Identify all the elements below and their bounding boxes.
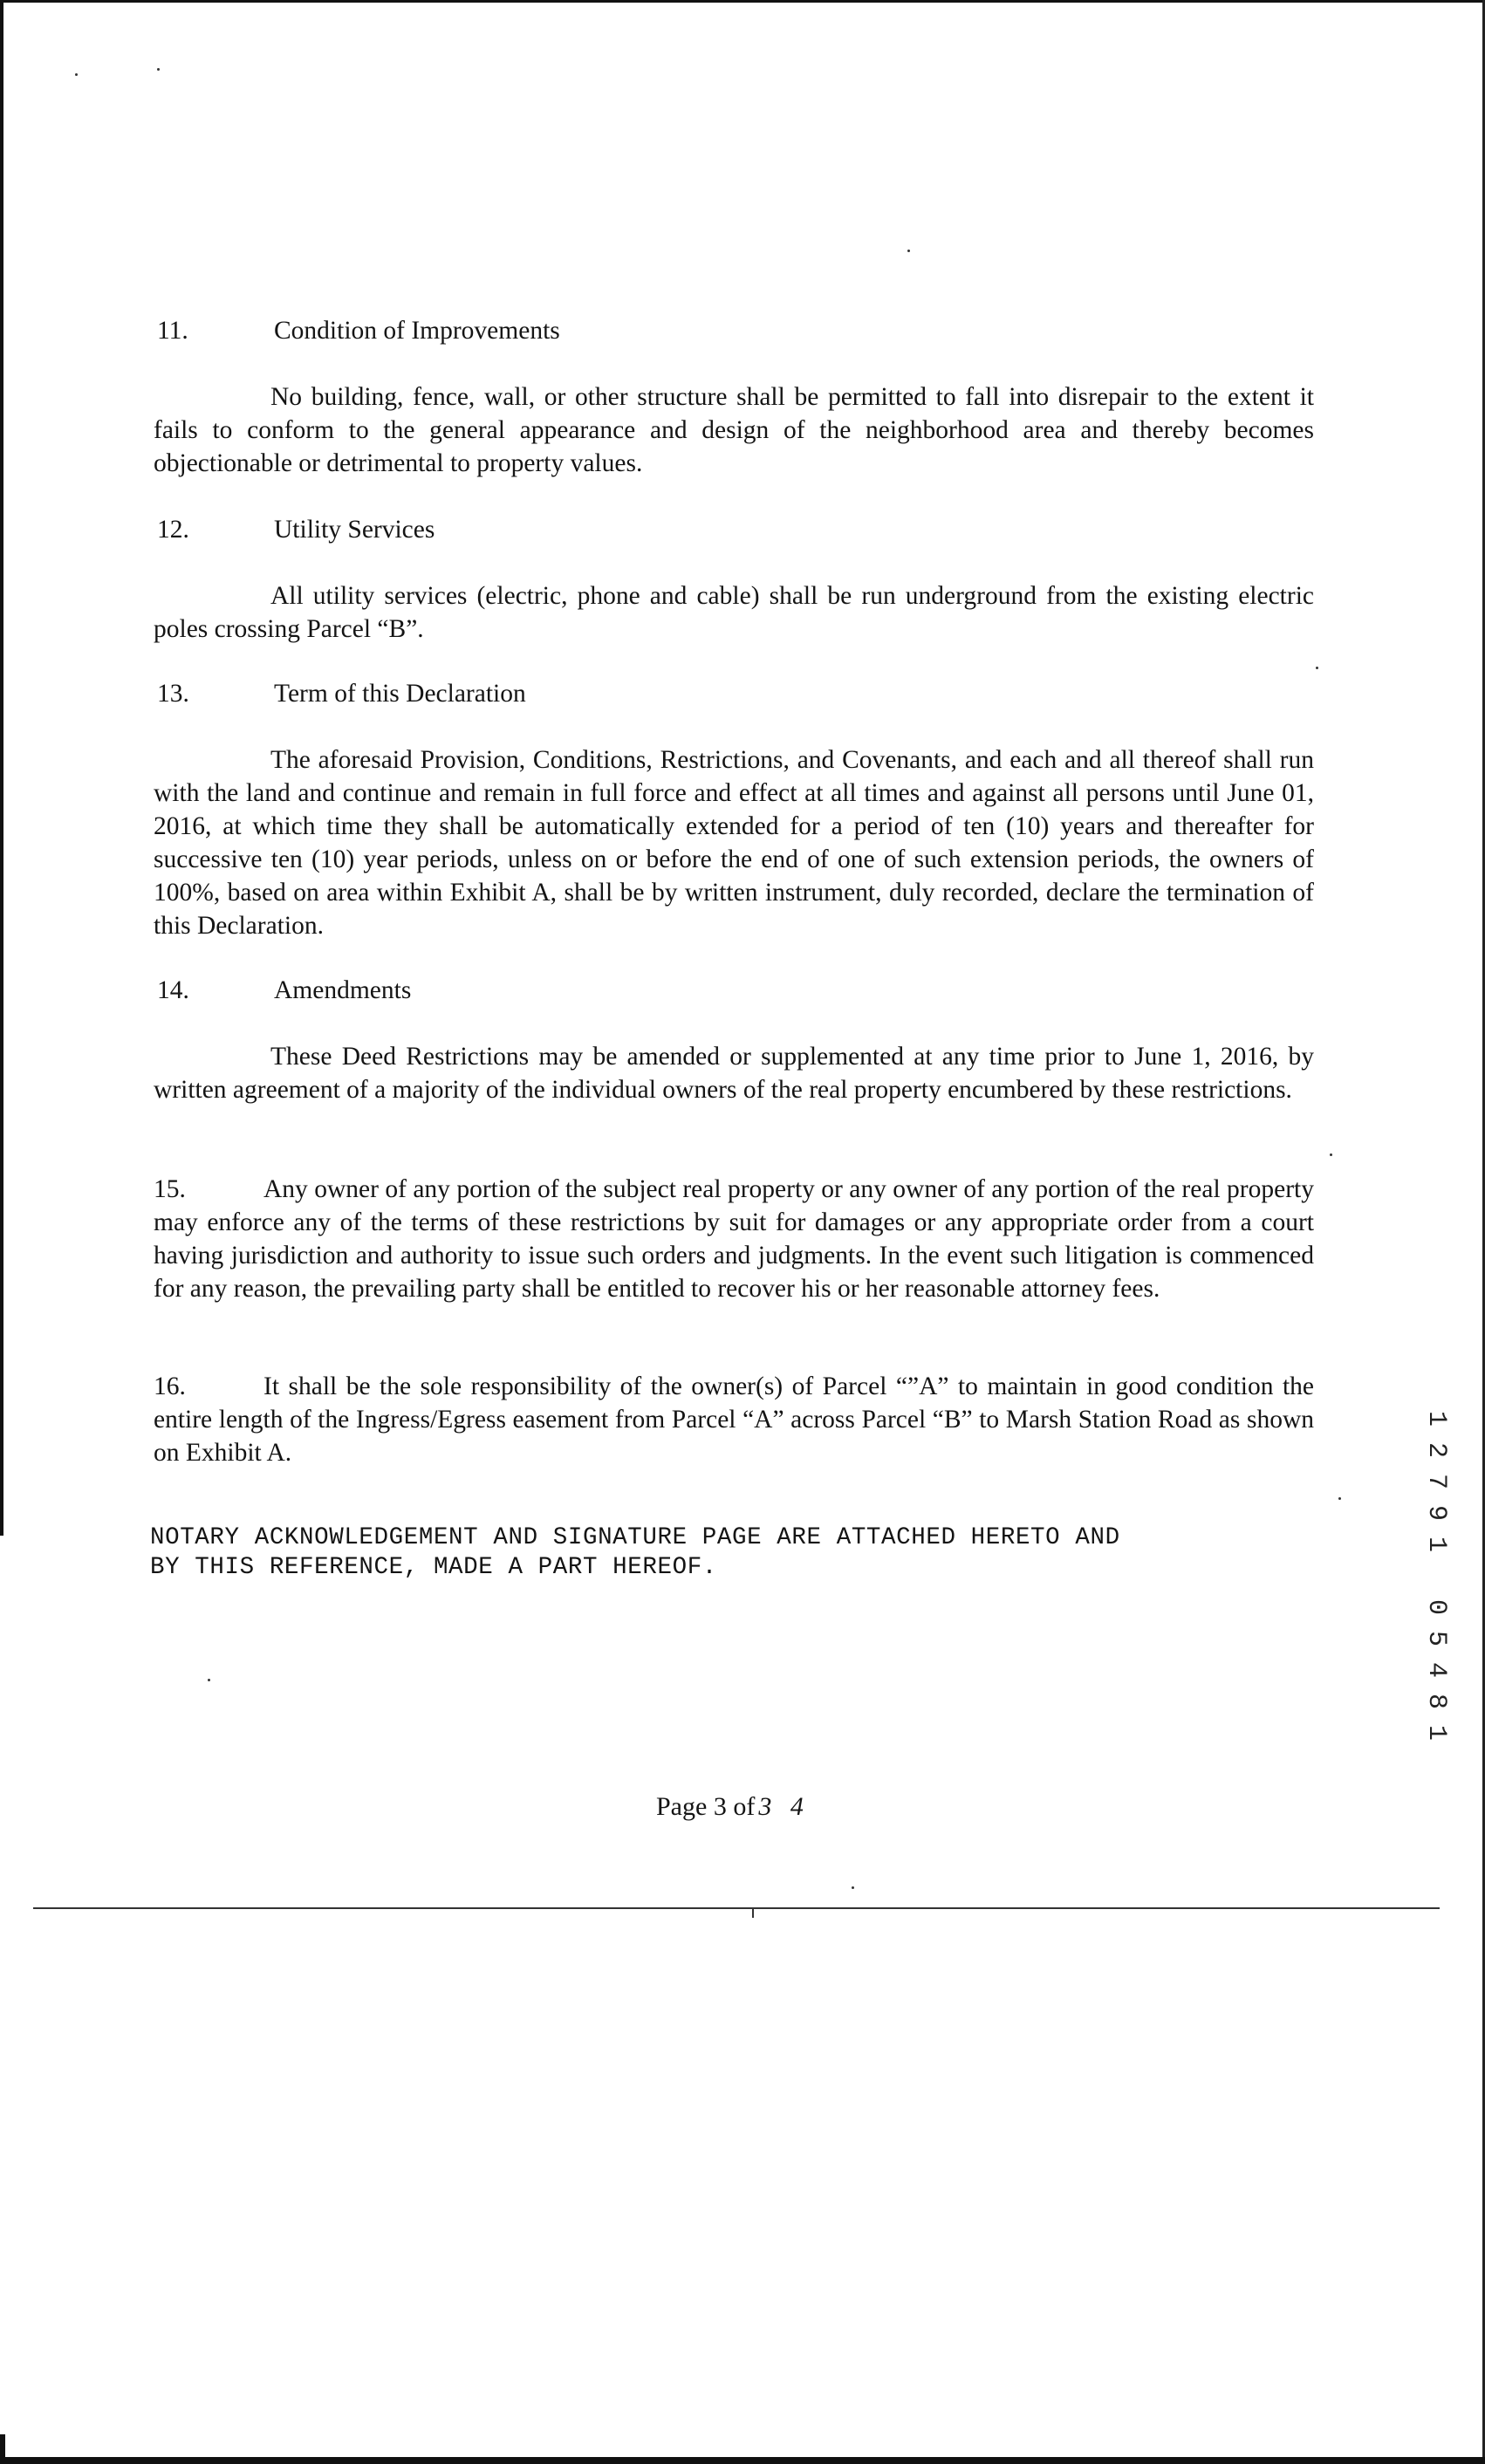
section-title: Term of this Declaration [274, 680, 526, 708]
stamp-digit: 0 [1421, 1598, 1451, 1615]
stamp-digit: 1 [1421, 1536, 1451, 1552]
section-body: The aforesaid Provision, Conditions, Restrictions, and Covenants, and each and all thereof shall run with the land and continue and remain in full force and effect at all times and against all persons until June 01, 2016, at which time they shall be automatically extended for a period of ten (10) years and thereafter for successive ten (10) year periods, unless on or before the end of one of such extension periods, the owners of 100%, based on area within Exhibit A, shall be by written instrument, duly recorded, declare the termination of this Declaration. [154, 746, 1314, 940]
scan-speck [157, 68, 160, 71]
notary-line: NOTARY ACKNOWLEDGEMENT AND SIGNATURE PAGE ARE ATTACHED HERETO AND [150, 1524, 1120, 1551]
notary-statement [150, 1523, 1284, 1583]
section-title: Condition of Improvements [274, 317, 560, 345]
numbered-paragraph [154, 1173, 1314, 1305]
scan-speck [1316, 667, 1318, 669]
scan-border-left-low [0, 2434, 5, 2464]
section-body: These Deed Restrictions may be amended or supplemented at any time prior to June 1, 2016, by written agreement of a majority of the individual owners of the real property encumbered by these restrictions. [154, 1043, 1314, 1104]
scan-speck [75, 73, 78, 76]
scan-speck [1330, 1153, 1332, 1156]
stamp-digit: 9 [1421, 1504, 1451, 1521]
paragraph-number: 15. [154, 1175, 186, 1203]
scan-border-left [0, 0, 3, 1536]
page-divider-tick [752, 1907, 754, 1918]
stamp-digit: 8 [1421, 1693, 1451, 1709]
section-number: 13. [157, 680, 189, 708]
scan-speck [1338, 1497, 1341, 1500]
section-title: Utility Services [274, 516, 435, 544]
scan-speck [852, 1886, 854, 1889]
stamp-digit: 4 [1421, 1661, 1451, 1678]
paragraph-text: It shall be the sole responsibility of the owner(s) of Parcel “”A” to maintain in good condition the entire length of the Ingress/Egress easement from Parcel “A” across Parcel “B” to Marsh Station Road as shown on Exhibit A. [154, 1372, 1314, 1467]
section-body: No building, fence, wall, or other structure shall be permitted to fall into disrepair to the extent it fails to conform to the general appearance and design of the neighborhood area and thereby becomes objectionable or detrimental to property values. [154, 383, 1314, 477]
stamp-digit [1420, 1558, 1452, 1593]
scan-speck [208, 1679, 210, 1681]
section-number: 11. [157, 317, 188, 345]
stamp-digit: 1 [1421, 1410, 1451, 1427]
stamp-digit: 2 [1421, 1441, 1451, 1458]
page-number-handwritten: 4 [790, 1792, 804, 1821]
page-number-printed: Page 3 of [656, 1792, 756, 1821]
scan-speck [907, 250, 910, 252]
stamp-digit: 5 [1421, 1630, 1451, 1646]
notary-line: BY THIS REFERENCE, MADE A PART HEREOF. [150, 1554, 717, 1581]
paragraph-text: Any owner of any portion of the subject real property or any owner of any portion of the real property may enforce any of the terms of these restrictions by suit for damages or any appropriate order from a court having jurisdiction and authority to issue such orders and judgments. In the event such litigation is commenced for any reason, the prevailing party shall be entitled to recover his or her reasonable attorney fees. [154, 1175, 1314, 1303]
page-number-struck: 3 [758, 1792, 772, 1821]
page-divider [33, 1907, 1440, 1909]
paragraph-number: 16. [154, 1372, 186, 1400]
section-number: 12. [157, 516, 189, 544]
recording-stamp [1419, 1403, 1454, 1749]
scan-border-bottom [0, 2457, 1485, 2464]
stamp-digit: 1 [1421, 1724, 1451, 1741]
scan-border-top [0, 0, 1485, 3]
section-title: Amendments [274, 976, 412, 1004]
page-number [656, 1792, 804, 1822]
section-body: All utility services (electric, phone and cable) shall be run underground from the existing electric poles crossing Parcel “B”. [154, 582, 1314, 643]
numbered-paragraph [154, 1370, 1314, 1469]
section-number: 14. [157, 976, 189, 1004]
stamp-digit: 7 [1421, 1473, 1451, 1489]
